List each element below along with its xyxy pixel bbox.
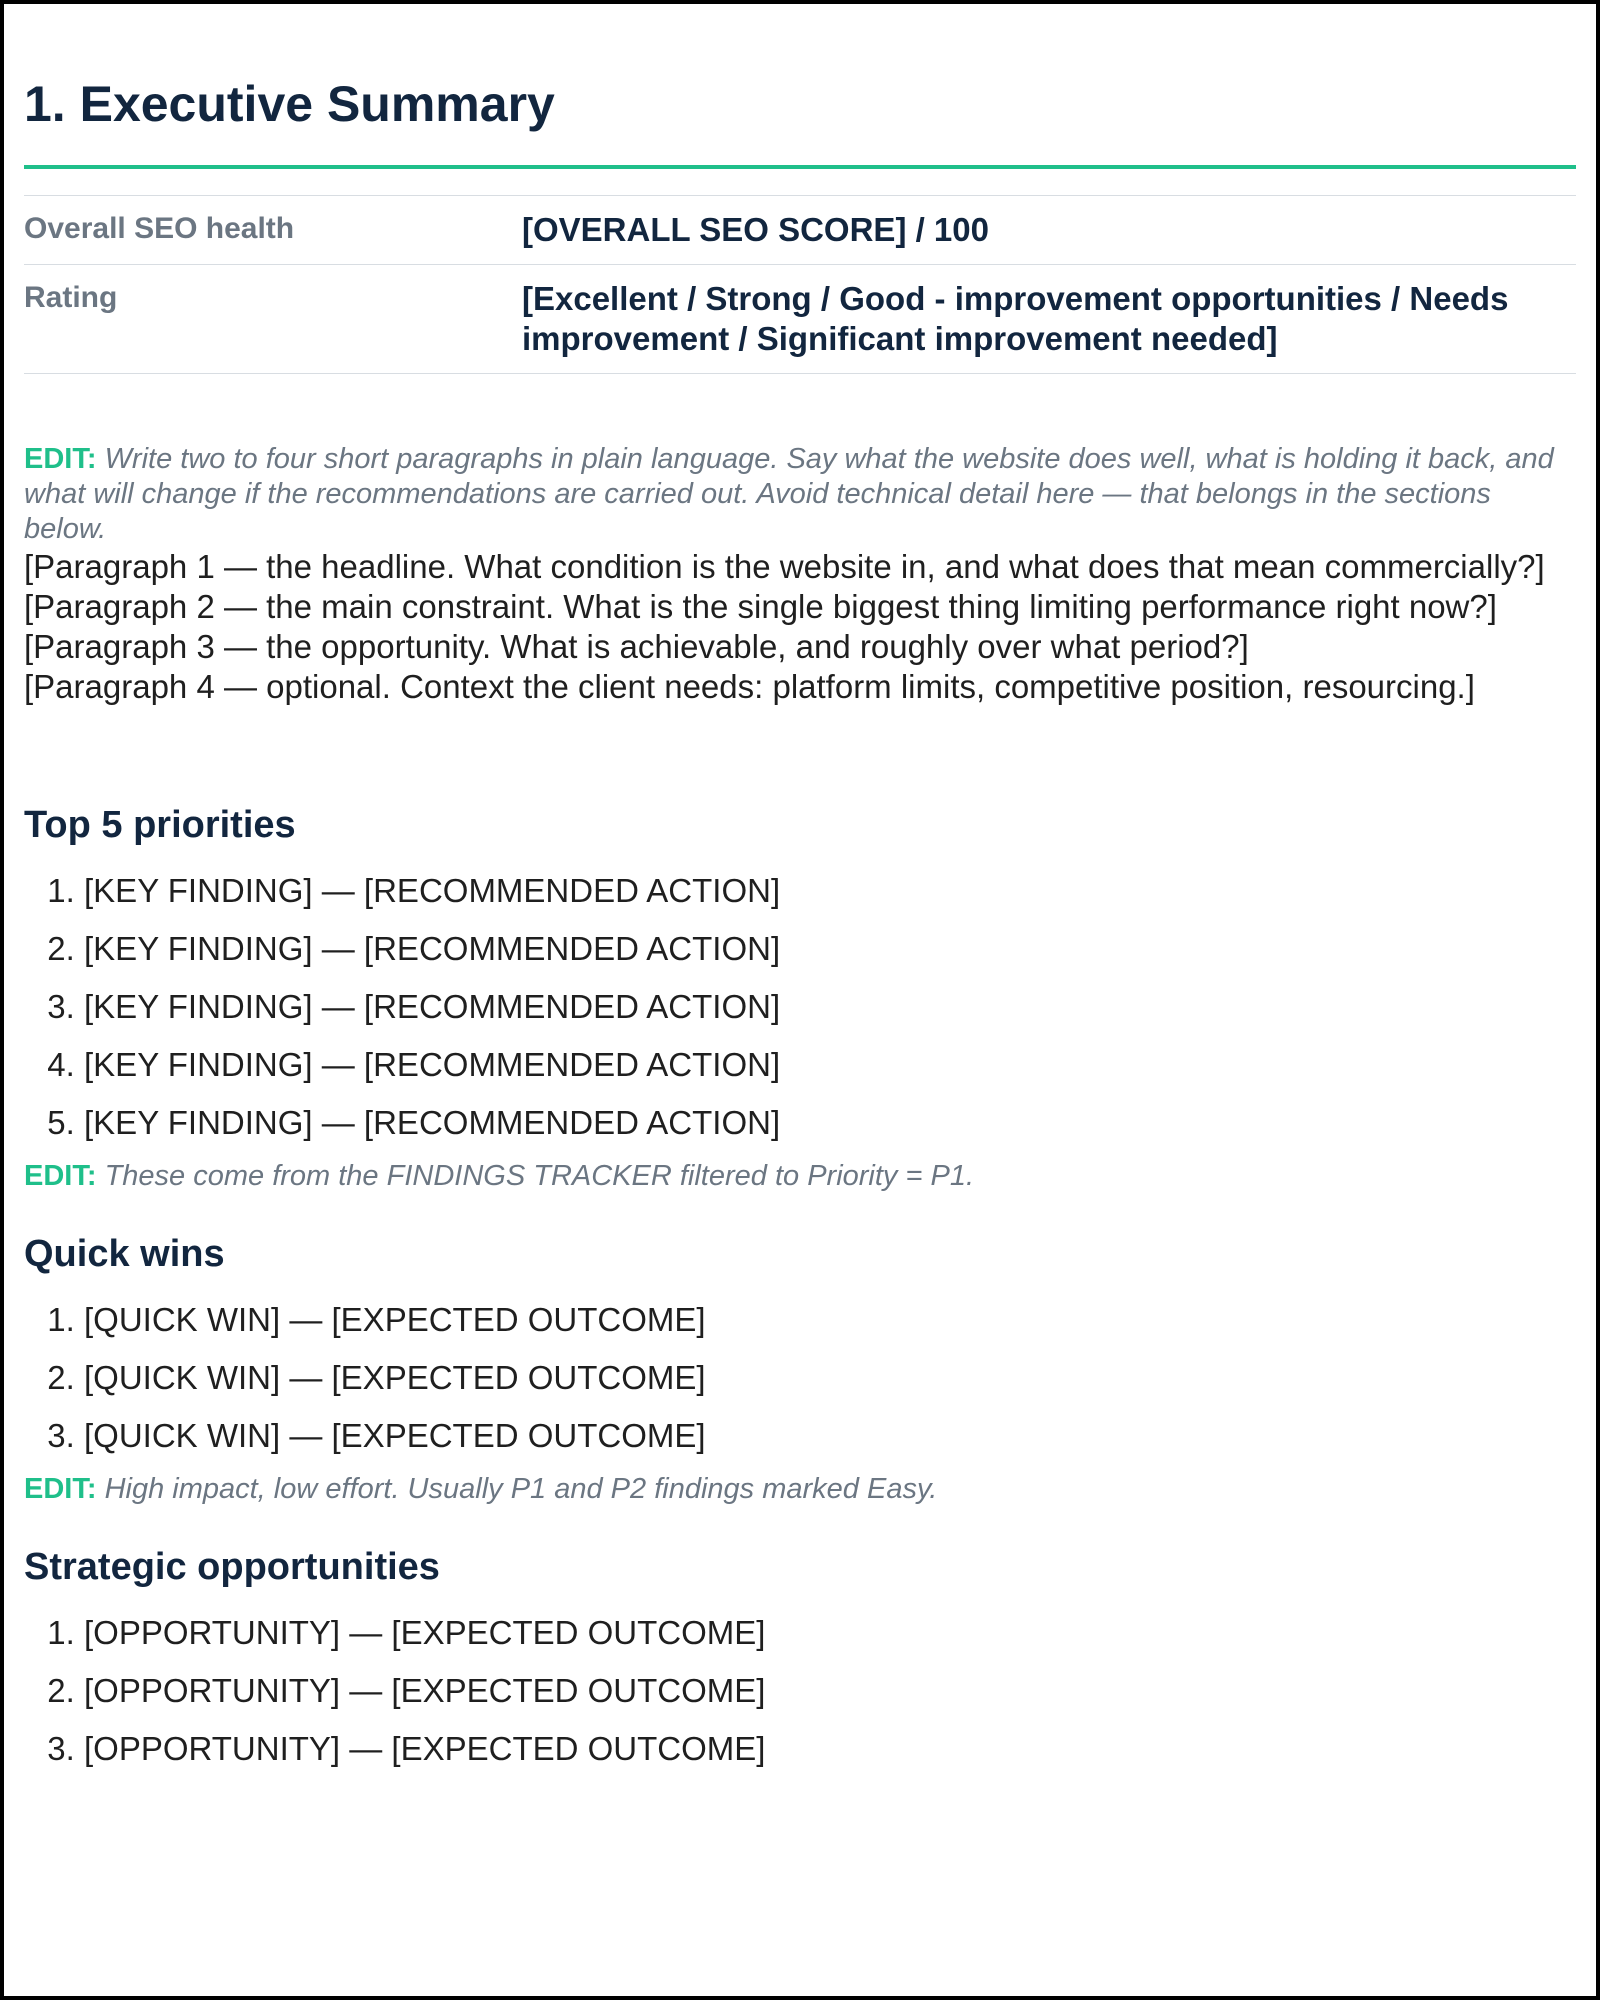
- list-item: 4. [KEY FINDING] — [RECOMMENDED ACTION]: [84, 1045, 1576, 1085]
- quick-wins-list: [24, 1300, 1576, 1456]
- list-item: 3. [QUICK WIN] — [EXPECTED OUTCOME]: [84, 1416, 1576, 1456]
- strategic-list: [24, 1613, 1576, 1769]
- summary-value: [Excellent / Strong / Good - improvement opportunities / Needs improvement / Significant improvement needed]: [522, 265, 1576, 374]
- list-item: 1. [KEY FINDING] — [RECOMMENDED ACTION]: [84, 871, 1576, 911]
- summary-table: [24, 195, 1576, 374]
- page-title: 1. Executive Summary: [24, 76, 555, 132]
- edit-note-text: Write two to four short paragraphs in plain language. Say what the website does well, what is holding it back, and what will change if the recommendations are carried out. Avoid technical detail here — that belongs in the sections below.: [24, 443, 1554, 545]
- title-divider: [24, 165, 1576, 169]
- strategic-heading: Strategic opportunities: [24, 1546, 440, 1588]
- list-item: 1. [QUICK WIN] — [EXPECTED OUTCOME]: [84, 1300, 1576, 1340]
- edit-note-intro: [24, 442, 1576, 547]
- list-item: 2. [OPPORTUNITY] — [EXPECTED OUTCOME]: [84, 1671, 1576, 1711]
- summary-label: Rating: [24, 265, 522, 374]
- list-item: 1. [OPPORTUNITY] — [EXPECTED OUTCOME]: [84, 1613, 1576, 1653]
- summary-row-seo-health: [24, 196, 1576, 265]
- paragraph-4: [Paragraph 4 — optional. Context the client needs: platform limits, competitive position, resourcing.]: [24, 668, 1475, 705]
- edit-note-priorities: [24, 1159, 1576, 1194]
- paragraph-2: [Paragraph 2 — the main constraint. What is the single biggest thing limiting performance right now?]: [24, 588, 1497, 625]
- list-item: 3. [KEY FINDING] — [RECOMMENDED ACTION]: [84, 987, 1576, 1027]
- list-item: 3. [OPPORTUNITY] — [EXPECTED OUTCOME]: [84, 1729, 1576, 1769]
- edit-label: EDIT:: [24, 1473, 97, 1505]
- edit-note-text: These come from the FINDINGS TRACKER filtered to Priority = P1.: [104, 1160, 975, 1192]
- summary-value: [OVERALL SEO SCORE] / 100: [522, 196, 1576, 265]
- edit-note-quick-wins: [24, 1472, 1576, 1507]
- priorities-heading: Top 5 priorities: [24, 804, 296, 846]
- quick-wins-heading: Quick wins: [24, 1233, 225, 1275]
- paragraph-3: [Paragraph 3 — the opportunity. What is achievable, and roughly over what period?]: [24, 628, 1249, 665]
- summary-row-rating: [24, 265, 1576, 374]
- list-item: 2. [KEY FINDING] — [RECOMMENDED ACTION]: [84, 929, 1576, 969]
- edit-label: EDIT:: [24, 443, 97, 475]
- list-item: 5. [KEY FINDING] — [RECOMMENDED ACTION]: [84, 1103, 1576, 1143]
- edit-label: EDIT:: [24, 1160, 97, 1192]
- list-item: 2. [QUICK WIN] — [EXPECTED OUTCOME]: [84, 1358, 1576, 1398]
- paragraph-1: [Paragraph 1 — the headline. What condition is the website in, and what does that mean commercially?]: [24, 548, 1545, 585]
- edit-note-text: High impact, low effort. Usually P1 and P2 findings marked Easy.: [104, 1473, 938, 1505]
- summary-label: Overall SEO health: [24, 196, 522, 265]
- priorities-list: [24, 871, 1576, 1143]
